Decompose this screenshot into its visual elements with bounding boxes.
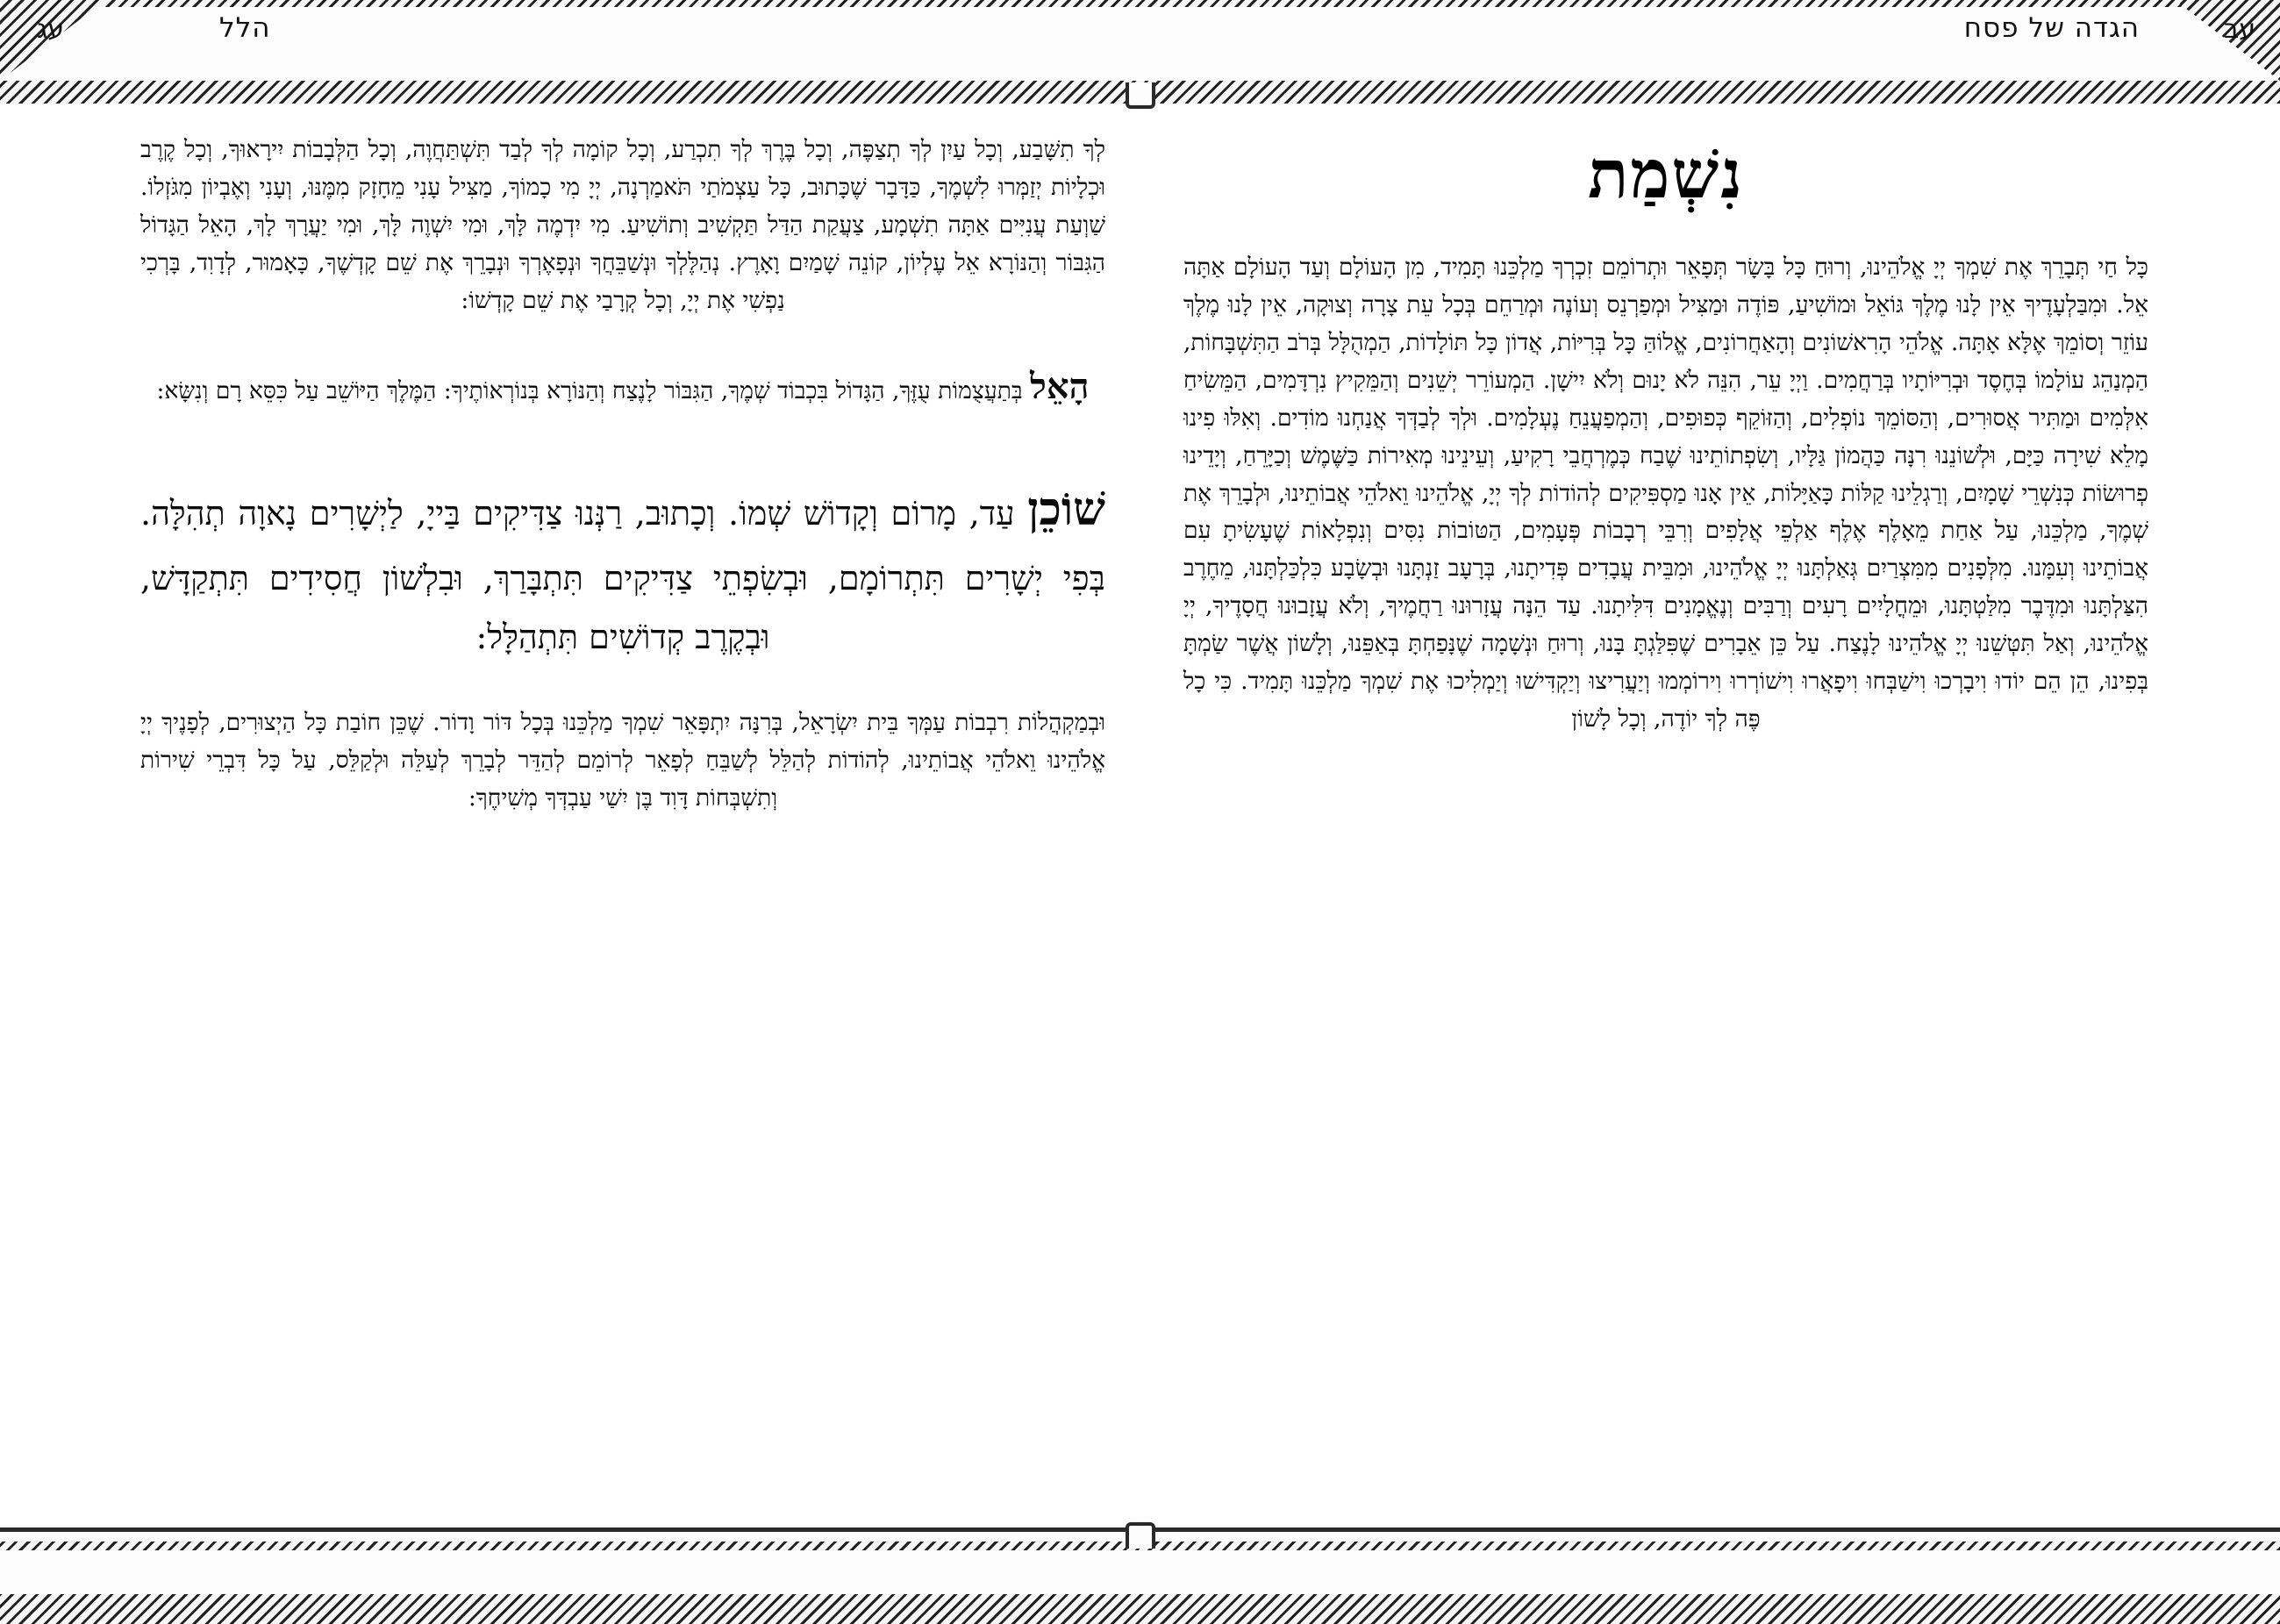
paragraph-hael-text: בְּתַעֲצֻמוֹת עֻזֶּךָ, הַגָּדוֹל בִּכְבוֹד שְׁמֶךָ, הַגִּבּוֹר לָנֶצַח וְהַנּוֹרָא בְּנוֹרְאוֹתֶיךָ: הַמֶּלֶךְ הַיּוֹשֵׁב עַל כִּסֵּא רָם וְנִשָּׂא: (156, 376, 1031, 404)
paragraph-shochen-text: עַד, מָרוֹם וְקָדוֹשׁ שְׁמוֹ. וְכָתוּב, רַנְּנוּ צַדִּיקִים בַּייָ, לַיְשָׁרִים נָאוָה תְהִלָּה. בְּפִי יְשָׁרִים תִּתְרוֹמָם, וּבְשִׂפְתֵי צַדִּיקִים תִּתְבָּרַךְ, וּבִלְשׁוֹן חֲסִידִים תִּתְקַדָּשׁ, וּבְקֶרֶב קְדוֹשִׁים תִּתְהַלָּל: (140, 494, 1105, 656)
paragraph-shochen-ad (140, 469, 1105, 666)
paragraph-hael-lead: הָאֵל (1030, 365, 1090, 407)
folio-number-right: עב (2223, 14, 2255, 45)
section-title-nishmat: נִשְׁמַת (1588, 135, 1744, 213)
running-head-left: הלל (219, 12, 271, 44)
running-head-right: הגדה של פסח (1963, 12, 2140, 44)
text-column-right (1175, 132, 2157, 1510)
paragraph-uvmakhalot (140, 705, 1105, 818)
footer-center-notch-ornament (1126, 1522, 1155, 1549)
paragraph-hael (140, 359, 1105, 416)
page-footer-band (0, 1527, 2280, 1624)
paragraph-lecha-tishava (140, 132, 1105, 320)
paragraph-uvmakhalot-text: וּבְמַקְהֲלוֹת רִבְבוֹת עַמְּךָ בֵּית יִשְׂרָאֵל, בְּרִנָּה יִתְפָּאֵר שִׁמְךָ מַלְכֵּנוּ בְּכָל דּוֹר וָדוֹר. שֶׁכֵּן חוֹבַת כָּל הַיְצוּרִים, לְפָנֶיךָ יְיָ אֱלֹהֵינוּ וֵאלֹהֵי אֲבוֹתֵינוּ, לְהוֹדוֹת לְהַלֵּל לְשַׁבֵּחַ לְפָאֵר לְרוֹמֵם לְהַדֵּר לְבָרֵךְ לְעַלֵּה וּלְקַלֵּס, עַל כָּל דִּבְרֵי שִׁירוֹת וְתִשְׁבְּחוֹת דָּוִד בֶּן יִשַׁי עַבְדְּךָ מְשִׁיחֶךָ: (140, 709, 1105, 812)
paragraph-shochen-lead: שׁוֹכֵן (1027, 483, 1105, 537)
column-left-spacer-1 (140, 336, 1105, 359)
column-left-spacer-3 (140, 682, 1105, 705)
paragraph-nishmat-body: כָּל חַי תְּבָרֵךְ אֶת שִׁמְךָ יְיָ אֱלֹהֵינוּ, וְרוּחַ כָּל בָּשָׂר תְּפָאֵר וּתְרוֹמֵם זִכְרְךָ מַלְכֵּנוּ תָּמִיד, מִן הָעוֹלָם וְעַד הָעוֹלָם אַתָּה אֵל. וּמִבַּלְעָדֶיךָ אֵין לָנוּ מֶלֶךְ גּוֹאֵל וּמוֹשִׁיעַ, פּוֹדֶה וּמַצִּיל וּמְפַרְנֵס וְעוֹנֶה וּמְרַחֵם בְּכָל עֵת צָרָה וְצוּקָה, אֵין לָנוּ מֶלֶךְ עוֹזֵר וְסוֹמֵךְ אֶלָּא אָתָּה. אֱלֹהֵי הָרִאשׁוֹנִים וְהָאַחֲרוֹנִים, אֱלוֹהַּ כָּל בְּרִיּוֹת, אֲדוֹן כָּל תּוֹלָדוֹת, הַמְהֻלָּל בְּרֹב הַתִּשְׁבָּחוֹת, הַמְנַהֵג עוֹלָמוֹ בְּחֶסֶד וּבְרִיּוֹתָיו בְּרַחֲמִים. וַיְיָ עֵר, הִנֵּה לֹא יָנוּם וְלֹא יִישָׁן. הַמְעוֹרֵר יְשֵׁנִים וְהַמֵּקִיץ נִרְדָּמִים, הַמֵּשִׂיחַ אִלְּמִים וּמַתִּיר אֲסוּרִים, וְהַסּוֹמֵךְ נוֹפְלִים, וְהַזּוֹקֵף כְּפוּפִים, וְהַמְפַעֲנֵחַ נֶעְלָמִים. וּלְךָ לְבַדְּךָ אֲנַחְנוּ מוֹדִים. וְאִלּוּ פִינוּ מָלֵא שִׁירָה כַּיָּם, וּלְשׁוֹנֵנוּ רִנָּה כַּהֲמוֹן גַּלָּיו, וְשִׂפְתוֹתֵינוּ שֶׁבַח כְּמֶרְחֲבֵי רָקִיעַ, וְעֵינֵינוּ מְאִירוֹת כַּשֶּׁמֶשׁ וְכַיָּרֵחַ, וְיָדֵינוּ פְרוּשׂוֹת כְּנִשְׁרֵי שָׁמָיִם, וְרַגְלֵינוּ קַלּוֹת כָּאַיָּלוֹת, אֵין אָנוּ מַסְפִּיקִים לְהוֹדוֹת לְךָ יְיָ, אֱלֹהֵינוּ וֵאלֹהֵי אֲבוֹתֵינוּ, וּלְבָרֵךְ אֶת שְׁמֶךָ, מַלְכֵּנוּ, עַל אַחַת מֵאָלֶף אֶלֶף אַלְפֵי אֲלָפִים וְרִבֵּי רְבָבוֹת פְּעָמִים, הַטּוֹבוֹת נִסִּים וְנִפְלָאוֹת שֶׁעָשִׂיתָ עִם אֲבוֹתֵינוּ וְעִמָּנוּ. מִלְּפָנִים מִמִּצְרַיִם גְּאַלְתָּנוּ יְיָ אֱלֹהֵינוּ, וּמִבֵּית עֲבָדִים פְּדִיתָנוּ, בְּרָעָב זַנְתָּנוּ וּבְשָׂבָע כִּלְכַּלְתָּנוּ, מֵחֶרֶב הִצַּלְתָּנוּ וּמִדֶּבֶר מִלַּטְתָּנוּ, וּמֵחֳלָיִים רָעִים וְרַבִּים וְנֶאֱמָנִים דִּלִּיתָנוּ. עַד הֵנָּה עֲזָרוּנוּ רַחֲמֶיךָ, וְלֹא עֲזָבוּנוּ חֲסָדֶיךָ, יְיָ אֱלֹהֵינוּ, וְאַל תִּטְּשֵׁנוּ יְיָ אֱלֹהֵינוּ לָנֶצַח. עַל כֵּן אֵבָרִים שֶׁפִּלַּגְתָּ בָּנוּ, וְרוּחַ וּנְשָׁמָה שֶׁנָּפַחְתָּ בְּאַפֵּנוּ, וְלָשׁוֹן אֲשֶׁר שַׂמְתָּ בְּפִינוּ, הֵן הֵם יוֹדוּ וִיבָרְכוּ וִישַׁבְּחוּ וִיפָאֲרוּ וִישׁוֹרְרוּ וִירוֹמְמוּ וְיַעֲרִיצוּ וְיַקְדִּישׁוּ וְיַמְלִיכוּ אֶת שִׁמְךָ מַלְכֵּנוּ תָּמִיד. כִּי כָל פֶּה לְךָ יוֹדֶה, וְכָל לָשׁוֹן (1183, 254, 2148, 733)
footer-hatch-bottom (0, 1594, 2280, 1624)
header-hatch-top (0, 0, 2280, 7)
paragraph-lecha-tishava-text: לְךָ תִשָּׁבַע, וְכָל עַיִן לְךָ תְצַפֶּה, וְכָל בֶּרֶךְ לְךָ תִכְרַע, וְכָל קוֹמָה לְךָ לְבַד תִּשְׁתַּחֲוֶה, וְכָל הַלְּבָבוֹת יִירָאוּךָ, וְכָל קֶרֶב וּכְלָיוֹת יְזַמְּרוּ לִשְׁמֶךָ, כַּדָּבָר שֶׁכָּתוּב, כָּל עַצְמֹתַי תֹּאמַרְנָה, יְיָ מִי כָמוֹךָ, מַצִּיל עָנִי מֵחָזָק מִמֶּנּוּ, וְעָנִי וְאֶבְיוֹן מִגֹּזְלוֹ. שַׁוְעַת עֲנִיִּים אַתָּה תִשְׁמָע, צַעֲקַת הַדַּל תַּקְשִׁיב וְתוֹשִׁיעַ. מִי יִדְמֶה לָּךְ, וּמִי יִשְׁוֶה לָּךְ, וּמִי יַעֲרָךְ לָךְ, הָאֵל הַגָּדוֹל הַגִּבּוֹר וְהַנּוֹרָא אֵל עֶלְיוֹן, קוֹנֵה שָׁמַיִם וָאָרֶץ. נְהַלֶּלְךָ וּנְשַׁבֵּחֲךָ וּנְפָאֶרְךָ וּנְבָרֵךְ אֶת שֵׁם קָדְשֶׁךָ, כָּאָמוּר, לְדָוִד, בָּרְכִי נַפְשִׁי אֶת יְיָ, וְכָל קְרָבַי אֶת שֵׁם קָדְשׁוֹ: (140, 136, 1106, 314)
text-column-left (132, 132, 1114, 1510)
header-center-notch-ornament (1126, 82, 1155, 109)
page-body (0, 132, 2280, 1510)
folio-number-left: עג (37, 14, 65, 45)
page-header-band (0, 0, 2280, 104)
column-left-spacer-2 (140, 431, 1105, 469)
